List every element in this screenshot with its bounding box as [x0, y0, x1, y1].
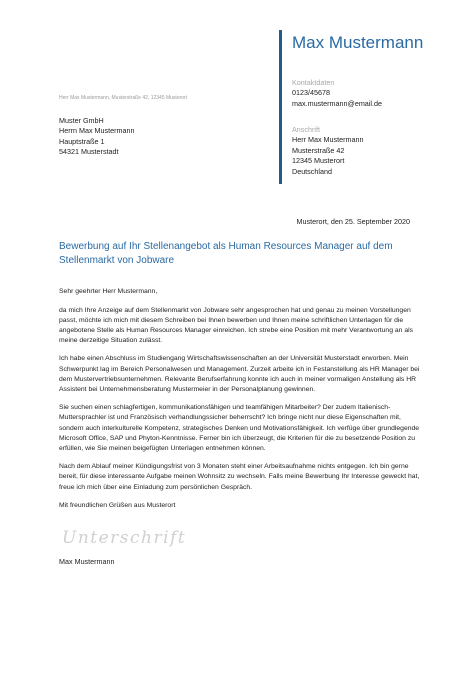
- sender-address-line: Herr Max Mustermann: [292, 135, 364, 145]
- closing: Mit freundlichen Grüßen aus Musterort: [59, 502, 176, 510]
- recipient-address: [59, 116, 135, 158]
- contact-label: Kontaktdaten: [292, 78, 335, 87]
- address-label: Anschrift: [292, 125, 320, 134]
- recipient-line: Hauptstraße 1: [59, 136, 105, 146]
- body-paragraph: da mich Ihre Anzeige auf dem Stellenmarkt von Jobware sehr angesprochen hat und genau zu meinen Vorstellungen passt, möchte ich mich mit diesem Schreiben bei Ihnen bewerben und Ihnen meine schriftlichen Unterlagen für die angebotene Stelle als Human Resources Manager einreichen. Ich strebe eine Position mit mehr Verantwortung an als meine derzeitige Situation zulässt.: [59, 306, 414, 344]
- sender-email: max.mustermann@email.de: [292, 98, 382, 108]
- letter-subject: Bewerbung auf Ihr Stellenangebot als Human Resources Manager auf dem Stellenmarkt von Jobware: [59, 241, 393, 266]
- recipient-line: 54321 Musterstadt: [59, 147, 119, 157]
- sender-address-line: Musterstraße 42: [292, 145, 345, 155]
- body-paragraph: Ich habe einen Abschluss im Studiengang Wirtschaftswissenschaften an der Universität Musterstadt erworben. Mein Schwerpunkt lag im Bereich Personalwesen und Management. Zurzeit arbeite ich in Festanstellung als HR Manager bei dem Mustervertriebsunternehmen. Relevante Berufserfahrung konnte ich auch in meiner vormaligen Anstellung als HR Assistent bei Unternehmensberatung Mustermeier in der Personalplanung gewinnen.: [59, 355, 420, 393]
- accent-divider: [279, 30, 282, 184]
- sender-address-block: [292, 125, 462, 177]
- contact-block: [292, 78, 462, 109]
- body-paragraph: Nach dem Ablauf meiner Kündigungsfrist von 3 Monaten steht einer Arbeitsaufnahme nichts entgegen. Ich bin gerne bereit, für diese interessante Aufgabe meinen Wohnsitz zu wechseln. Falls meine Bewerbung Ihr Interesse geweckt hat, freue ich mich über eine Einladung zum persönlichen Gespräch.: [59, 463, 420, 491]
- letter-date: Musterort, den 25. September 2020: [296, 217, 410, 226]
- sender-name: Max Mustermann: [292, 33, 424, 52]
- recipient-line: Herrn Max Mustermann: [59, 126, 135, 136]
- sender-phone: 0123/45678: [292, 88, 330, 98]
- salutation: Sehr geehrter Herr Mustermann,: [59, 288, 158, 295]
- body-paragraph: Sie suchen einen schlagfertigen, kommunikationsfähigen und teamfähigen Mitarbeiter? Der zudem Italienisch-Muttersprachler ist und Französisch verhandlungssicher beherrscht? Ich bringe nicht nur diese Eigenschaften mit, sondern auch interkulturelle Kompetenz, strategisches Denken und Motivationsfähigkeit. Ich verfüge über grundlegende Microsoft Office, SAP und Phyton-Kenntnisse. Ferner bin ich überzeugt, die Kriterien für die zu besetzende Position zu erfüllen, wie Sie meinen beigefügten Unterlagen entnehmen können.: [59, 404, 420, 452]
- signature-placeholder: Unterschrift: [62, 528, 187, 548]
- sender-address-line: Deutschland: [292, 166, 332, 176]
- letter-body: [59, 287, 421, 520]
- return-address-line: Herr Max Mustermann, Musterstraße 42, 12345 Musterort: [59, 95, 188, 101]
- signature-name: Max Mustermann: [59, 557, 115, 566]
- sender-address-line: 12345 Musterort: [292, 156, 345, 166]
- recipient-line: Muster GmbH: [59, 116, 104, 125]
